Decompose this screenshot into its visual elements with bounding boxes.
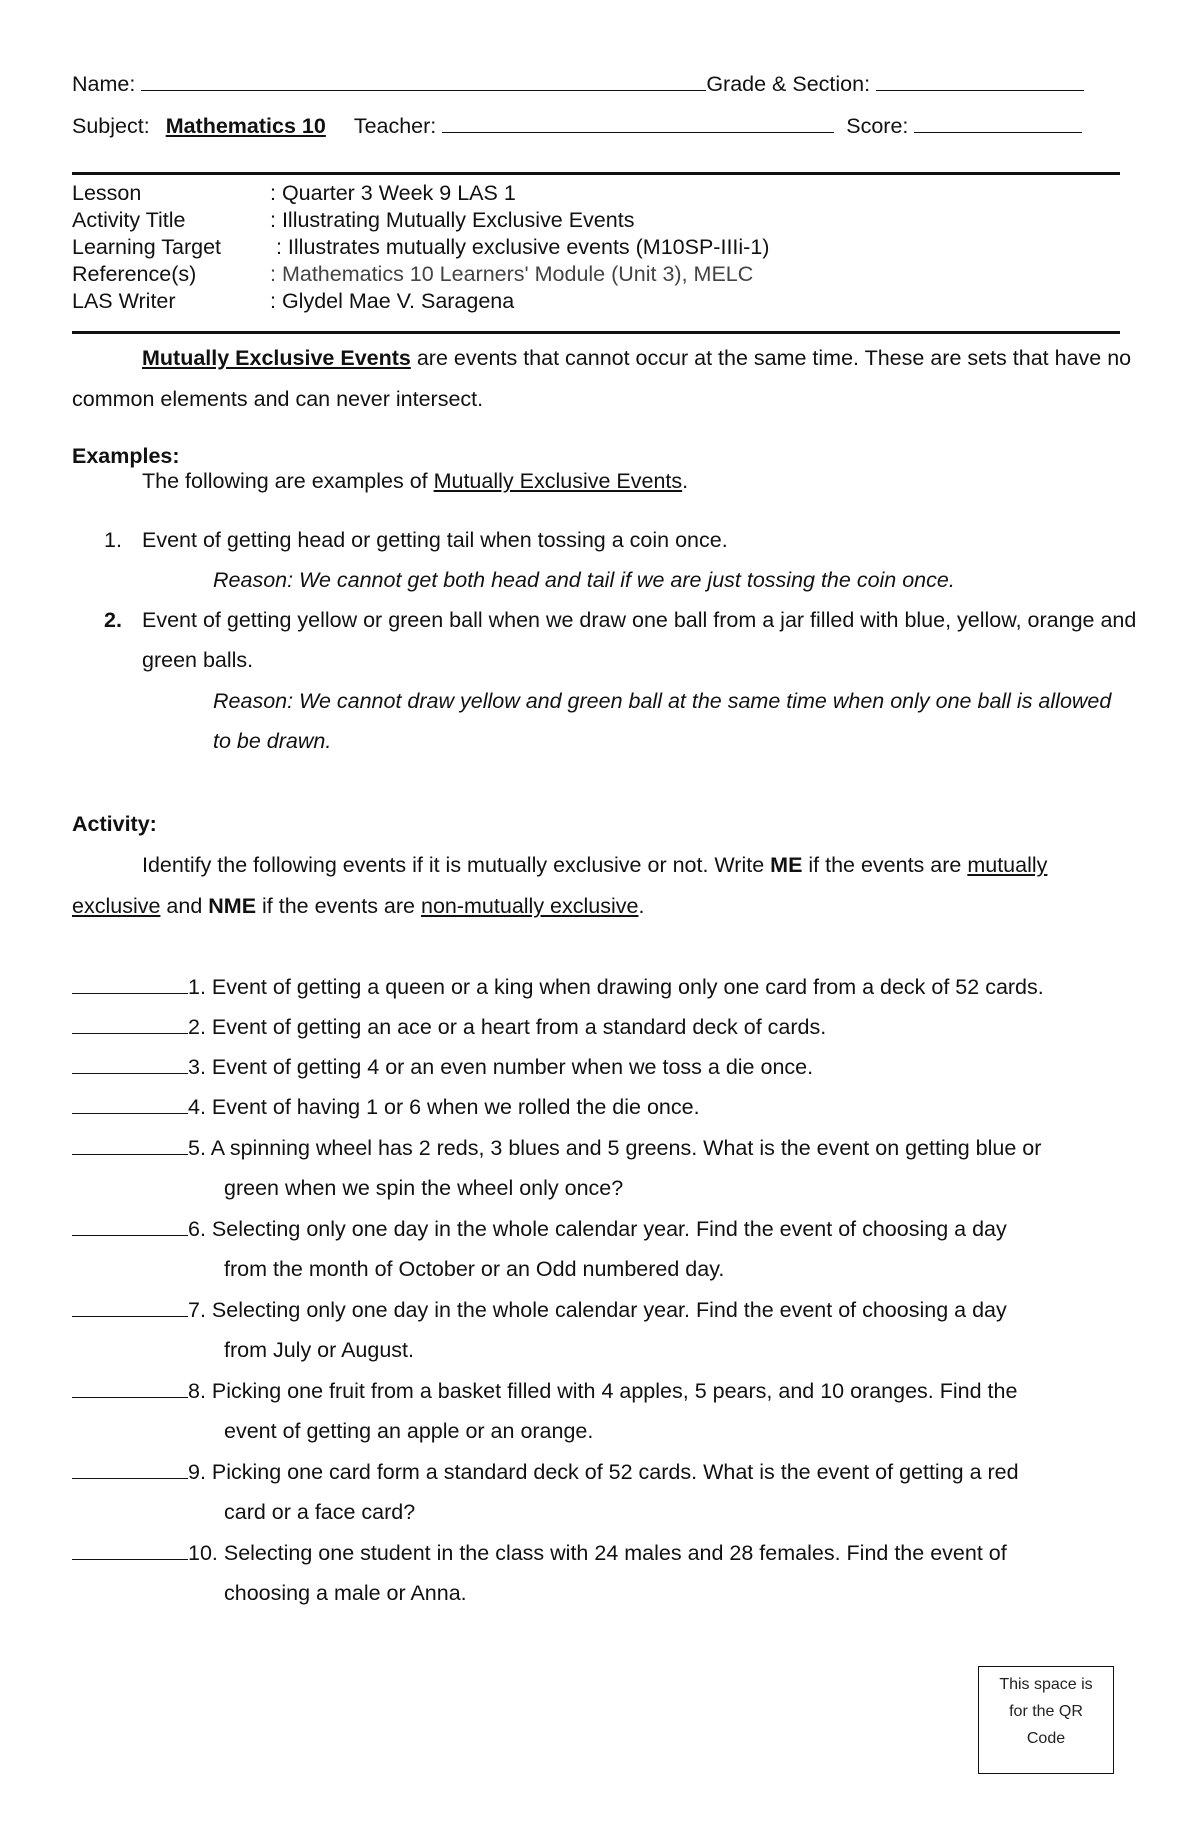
header-row-subject bbox=[72, 114, 1120, 139]
instr-me: ME bbox=[770, 853, 803, 877]
qr-text: Code bbox=[1026, 1730, 1066, 1747]
question-text: 7. Selecting only one day in the whole calendar year. Find the event of choosing a day bbox=[188, 1298, 1007, 1322]
lesson-meta bbox=[72, 180, 769, 315]
instr-nme: NME bbox=[208, 894, 257, 918]
instr-text: and bbox=[160, 894, 209, 918]
score-blank bbox=[914, 114, 1082, 133]
answer-blank[interactable] bbox=[72, 1049, 188, 1074]
definition-term: Mutually Exclusive Events bbox=[142, 346, 411, 370]
answer-blank[interactable] bbox=[72, 1089, 188, 1114]
instr-text: if the events are bbox=[802, 853, 968, 877]
meta-value: : Mathematics 10 Learners' Module (Unit 3), MELC bbox=[270, 262, 754, 286]
instr-mutually-exclusive: mutually exclusive bbox=[72, 853, 1048, 918]
answer-blank[interactable] bbox=[72, 1373, 188, 1398]
meta-value: : Illustrating Mutually Exclusive Events bbox=[270, 208, 635, 232]
question-text: 8. Picking one fruit from a basket filled with 4 apples, 5 pears, and 10 oranges. Find the bbox=[188, 1379, 1018, 1403]
example-item bbox=[104, 600, 1137, 672]
example-reason: Reason: We cannot draw yellow and green ball at the same time when only one ball is allowed to be drawn. bbox=[213, 689, 1112, 753]
meta-label: Lesson bbox=[72, 181, 142, 205]
teacher-blank bbox=[442, 114, 834, 133]
grade-blank bbox=[876, 72, 1084, 91]
activity-instructions bbox=[72, 845, 1132, 927]
answer-blank[interactable] bbox=[72, 969, 188, 994]
definition-paragraph bbox=[72, 338, 1132, 420]
meta-value: : Illustrates mutually exclusive events (M10SP-IIIi-1) bbox=[270, 235, 770, 259]
qr-text: This space is bbox=[999, 1676, 1093, 1693]
examples-intro-term: Mutually Exclusive Events bbox=[433, 469, 683, 493]
question-item bbox=[72, 1290, 1142, 1370]
answer-blank[interactable] bbox=[72, 1211, 188, 1236]
qr-code-placeholder bbox=[978, 1666, 1114, 1774]
question-text: 9. Picking one card form a standard deck of 52 cards. What is the event of getting a red bbox=[188, 1460, 1019, 1484]
example-number: 1. bbox=[104, 528, 122, 552]
top-divider bbox=[72, 172, 1120, 175]
answer-blank[interactable] bbox=[72, 1292, 188, 1317]
answer-blank[interactable] bbox=[72, 1454, 188, 1479]
question-text: 1. Event of getting a queen or a king when drawing only one card from a deck of 52 cards. bbox=[188, 975, 1044, 999]
score-label: Score: bbox=[846, 114, 909, 138]
meta-divider bbox=[72, 331, 1120, 334]
examples-heading: Examples: bbox=[72, 444, 180, 468]
examples-intro-text: The following are examples of bbox=[142, 469, 434, 493]
question-text-continued: card or a face card? bbox=[224, 1500, 416, 1524]
name-label: Name: bbox=[72, 72, 136, 96]
name-blank bbox=[141, 72, 706, 91]
question-item bbox=[72, 1047, 1142, 1087]
question-text: 4. Event of having 1 or 6 when we rolled the die once. bbox=[188, 1095, 700, 1119]
question-text-continued: event of getting an apple or an orange. bbox=[224, 1419, 594, 1443]
meta-label: Reference(s) bbox=[72, 262, 197, 286]
meta-label: LAS Writer bbox=[72, 289, 176, 313]
activity-heading: Activity: bbox=[72, 812, 157, 836]
meta-row-learning-target bbox=[72, 234, 769, 261]
grade-label: Grade & Section: bbox=[706, 72, 871, 96]
teacher-label: Teacher: bbox=[353, 114, 437, 138]
meta-label: Activity Title bbox=[72, 208, 186, 232]
meta-row-references bbox=[72, 261, 769, 288]
example-text: Event of getting head or getting tail when tossing a coin once. bbox=[142, 528, 728, 552]
example-number: 2. bbox=[104, 608, 122, 632]
question-item bbox=[72, 1128, 1142, 1208]
question-text: 2. Event of getting an ace or a heart from a standard deck of cards. bbox=[188, 1015, 827, 1039]
question-text: 3. Event of getting 4 or an even number when we toss a die once. bbox=[188, 1055, 814, 1079]
question-item bbox=[72, 1209, 1142, 1289]
question-text: 10. Selecting one student in the class with 24 males and 28 females. Find the event of bbox=[188, 1541, 1007, 1565]
meta-row-activity-title bbox=[72, 207, 769, 234]
question-item bbox=[72, 1452, 1142, 1532]
answer-blank[interactable] bbox=[72, 1130, 188, 1155]
instr-non-mutually-exclusive: non-mutually exclusive bbox=[420, 894, 639, 918]
question-text: 6. Selecting only one day in the whole calendar year. Find the event of choosing a day bbox=[188, 1217, 1007, 1241]
instr-text: . bbox=[638, 894, 645, 918]
subject-label: Subject: bbox=[72, 114, 150, 138]
question-item bbox=[72, 1533, 1142, 1613]
question-item bbox=[72, 1007, 1142, 1047]
examples-intro bbox=[142, 469, 688, 494]
question-item bbox=[72, 1087, 1142, 1127]
instr-text: if the events are bbox=[256, 894, 421, 918]
example-text: Event of getting yellow or green ball when we draw one ball from a jar filled with blue, yellow, orange and green balls. bbox=[142, 608, 1137, 672]
qr-text: for the QR bbox=[1009, 1703, 1083, 1720]
definition-text: are events that cannot occur at the same time. These are sets that have no common elements and can never intersect. bbox=[72, 346, 1132, 411]
answer-blank[interactable] bbox=[72, 1535, 188, 1560]
subject-value: Mathematics 10 bbox=[165, 114, 326, 138]
example-item bbox=[104, 520, 1134, 560]
meta-row-las-writer bbox=[72, 288, 769, 315]
meta-label: Learning Target bbox=[72, 235, 222, 259]
question-text-continued: choosing a male or Anna. bbox=[224, 1581, 467, 1605]
question-text-continued: from the month of October or an Odd numbered day. bbox=[224, 1257, 725, 1281]
instr-text: Identify the following events if it is mutually exclusive or not. Write bbox=[142, 853, 771, 877]
meta-value: : Glydel Mae V. Saragena bbox=[270, 289, 515, 313]
header-row-name bbox=[72, 72, 1120, 97]
question-text: 5. A spinning wheel has 2 reds, 3 blues and 5 greens. What is the event on getting blue or bbox=[188, 1136, 1042, 1160]
question-item bbox=[72, 1371, 1142, 1451]
answer-blank[interactable] bbox=[72, 1009, 188, 1034]
meta-row-lesson bbox=[72, 180, 769, 207]
question-text-continued: green when we spin the wheel only once? bbox=[224, 1176, 624, 1200]
example-reason: Reason: We cannot get both head and tail if we are just tossing the coin once. bbox=[213, 568, 955, 592]
examples-intro-end: . bbox=[682, 469, 689, 493]
meta-value: : Quarter 3 Week 9 LAS 1 bbox=[270, 181, 516, 205]
question-item bbox=[72, 967, 1142, 1007]
question-text-continued: from July or August. bbox=[224, 1338, 414, 1362]
